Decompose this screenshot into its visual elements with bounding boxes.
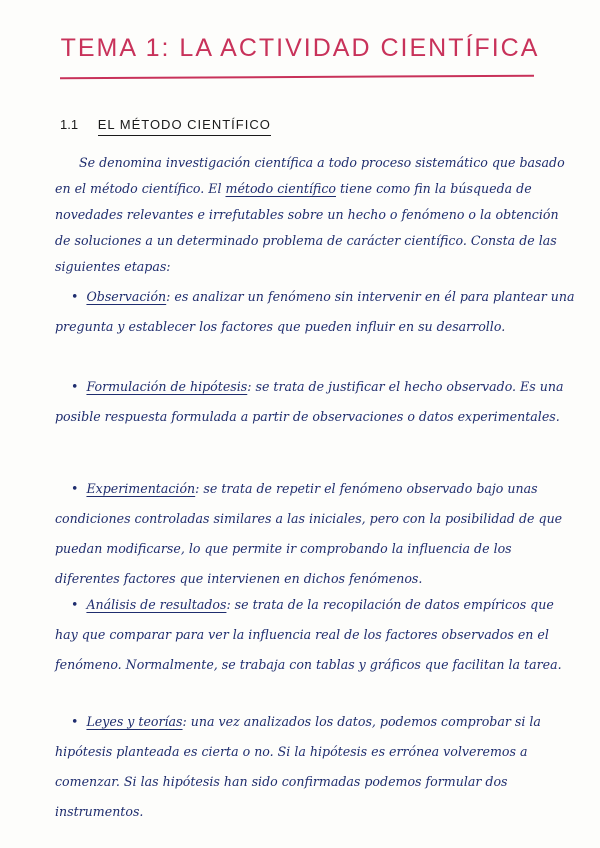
- item-term: Análisis de resultados: [86, 597, 227, 612]
- bullet: •: [71, 597, 79, 612]
- list-item-hipotesis: [55, 372, 575, 432]
- intro-text-1: Se denomina investigación científica a todo proceso sistemático que basado en el método científico. El: [55, 155, 565, 196]
- intro-underlined-term: método científico: [225, 181, 336, 196]
- bullet: •: [71, 289, 79, 304]
- item-term: Observación: [86, 289, 167, 304]
- list-item-analisis: [55, 590, 575, 680]
- section-number: 1.1: [60, 117, 79, 132]
- section-title: EL MÉTODO CIENTÍFICO: [98, 117, 271, 136]
- list-item-leyes: [55, 707, 575, 827]
- item-text: : es analizar un fenómeno sin intervenir en él para plantear una pregunta y establecer los factores que pueden influir en su desarrollo.: [55, 289, 575, 334]
- item-term: Leyes y teorías: [86, 714, 183, 729]
- intro-paragraph: [55, 150, 575, 280]
- item-text: : una vez analizados los datos, podemos comprobar si la hipótesis planteada es cierta o no. Si la hipótesis es errónea volveremos a comenzar. Si las hipótesis han sido confirmadas podemos formular dos instrumentos.: [55, 714, 541, 819]
- list-item-experimentacion: [55, 474, 575, 594]
- bullet: •: [71, 481, 79, 496]
- section-heading: [60, 117, 271, 132]
- item-text: : se trata de justificar el hecho observado. Es una posible respuesta formulada a partir de observaciones o datos experimentales.: [55, 379, 564, 424]
- bullet: •: [71, 379, 79, 394]
- item-term: Experimentación: [86, 481, 196, 496]
- page-title: TEMA 1: LA ACTIVIDAD CIENTÍFICA: [60, 34, 540, 62]
- title-underline: [60, 75, 534, 79]
- item-text: : se trata de la recopilación de datos empíricos que hay que comparar para ver la influencia real de los factores observados en el fenómeno. Normalmente, se trabaja con tablas y gráficos que facilitan la tarea.: [55, 597, 562, 672]
- bullet: •: [71, 714, 79, 729]
- item-term: Formulación de hipótesis: [86, 379, 248, 394]
- intro-text-2: tiene como fin la búsqueda de novedades relevantes e irrefutables sobre un hecho o fenómeno o la obtención de soluciones a un determinado problema de carácter científico. Consta de las siguientes etapas:: [55, 181, 559, 274]
- list-item-observacion: [55, 282, 575, 342]
- item-text: : se trata de repetir el fenómeno observado bajo unas condiciones controladas similares a las iniciales, pero con la posibilidad de que puedan modificarse, lo que permite ir comprobando la influencia de los diferentes factores que intervienen en dichos fenómenos.: [55, 481, 563, 586]
